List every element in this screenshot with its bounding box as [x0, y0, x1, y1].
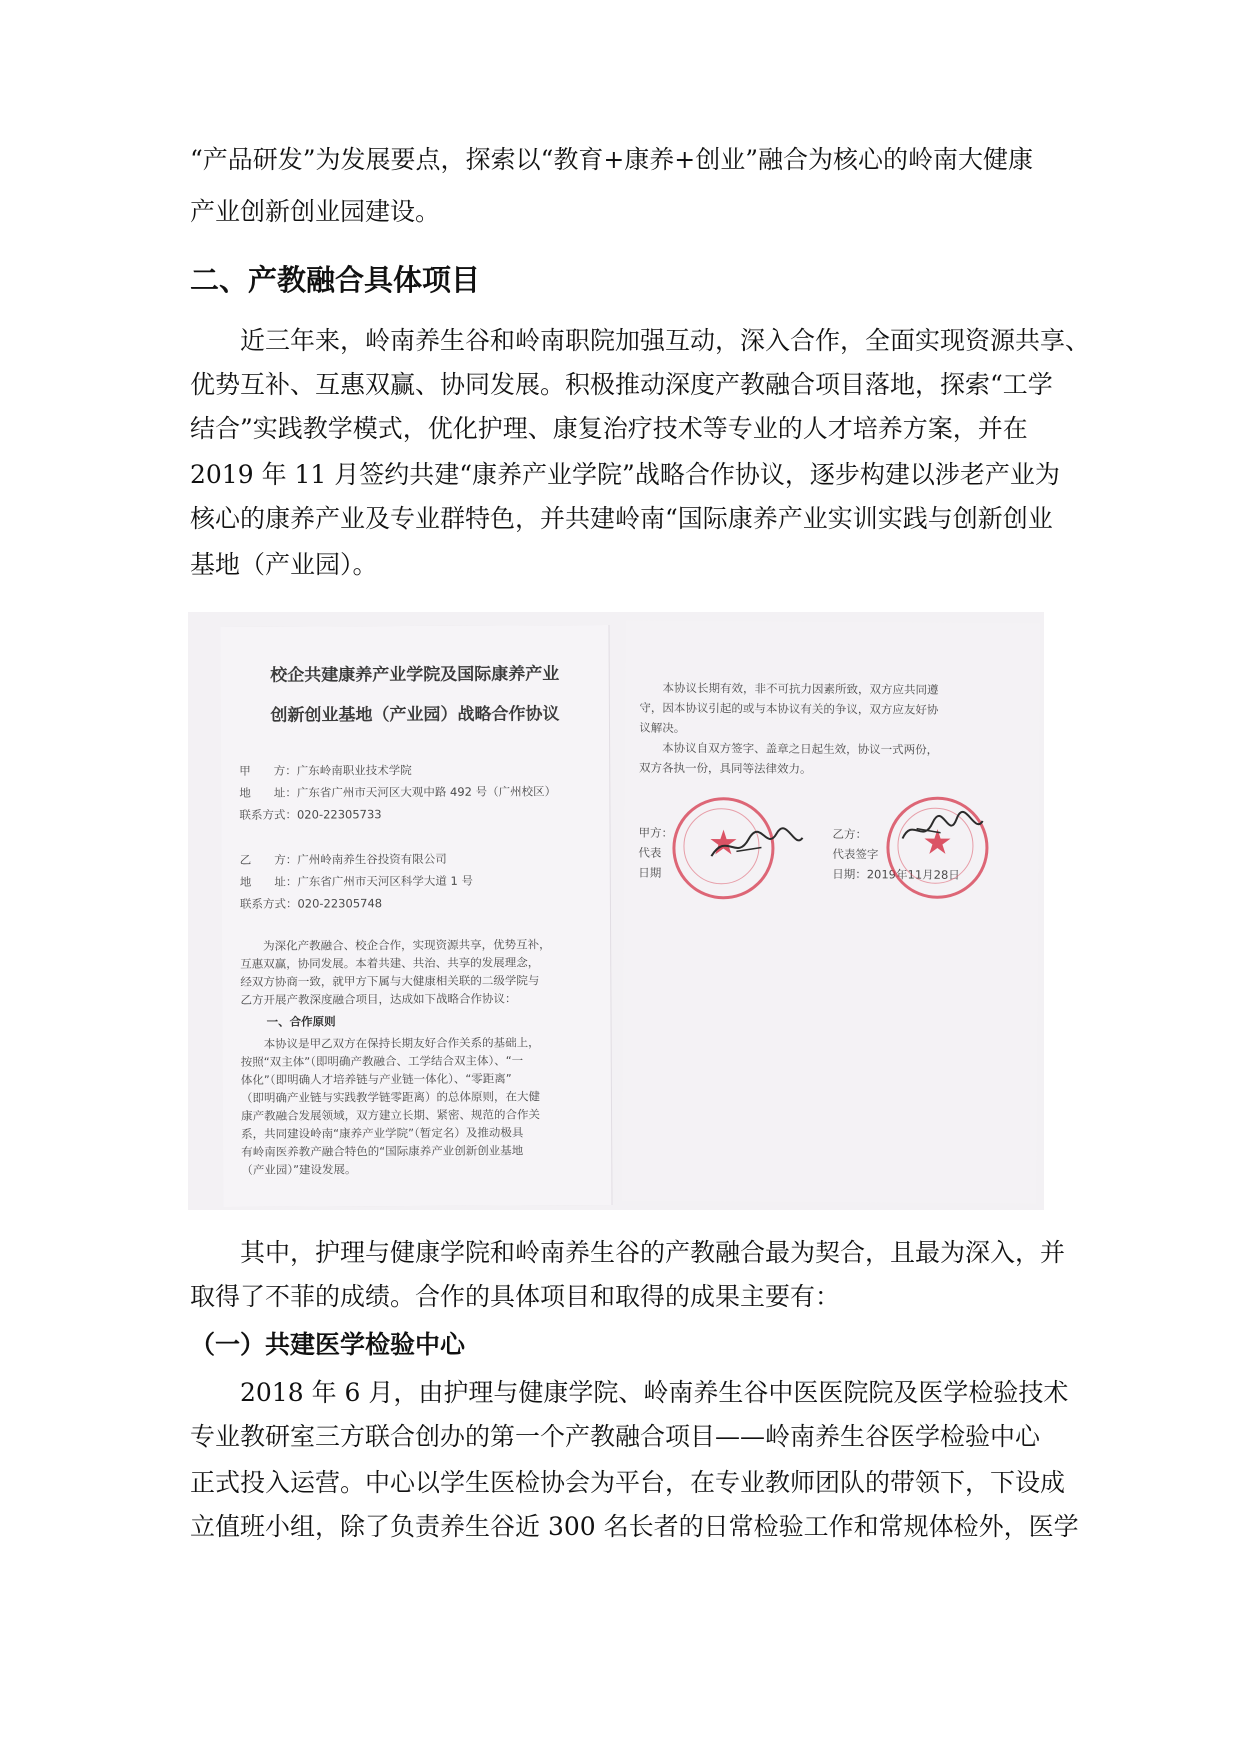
intro-line: 为深化产教融合、校企合作，实现资源共享，优势互补， — [240, 937, 551, 953]
paragraph-line: 2019 年 11 月签约共建“康养产业学院”战略合作协议，逐步构建以涉老产业为 — [190, 460, 1060, 489]
agreement-photo — [188, 612, 1044, 1210]
paragraph-line: 专业教研室三方联合创办的第一个产教融合项目——岭南养生谷医学检验中心 — [190, 1422, 1041, 1451]
sign-a-rep: 代表 — [638, 845, 662, 860]
seal-star-icon: ★ — [922, 822, 953, 863]
intro-line: 乙方开展产教深度融合项目，达成如下战略合作协议： — [240, 991, 517, 1007]
paragraph-line: 产业创新创业园建设。 — [190, 197, 441, 226]
section-heading: 二、产教融合具体项目 — [190, 263, 481, 297]
agreement-title-line2: 创新创业基地（产业园）战略合作协议 — [270, 704, 560, 726]
seal-star-icon: ★ — [708, 823, 739, 864]
sign-b-rep: 代表签字 — [832, 847, 879, 862]
terms-line: 议解决。 — [639, 720, 686, 735]
agreement-right-page — [622, 621, 1040, 1204]
sign-a-date: 日期 — [638, 865, 662, 880]
paragraph-line: 取得了不菲的成绩。合作的具体项目和取得的成果主要有： — [190, 1282, 841, 1311]
intro-line: 互惠双赢，协同发展。本着共建、共治、共享的发展理念， — [240, 955, 540, 971]
paragraph-line: 其中，护理与健康学院和岭南养生谷的产教融合最为契合，且最为深入，并 — [240, 1238, 1066, 1267]
signature-a — [706, 821, 806, 872]
paragraph-line: 基地（产业园）。 — [190, 550, 378, 579]
principle-line: 康产教融合发展领域，双方建立长期、紧密、规范的合作关 — [241, 1107, 541, 1123]
signature-b — [896, 808, 986, 859]
section-title: 一、合作原则 — [266, 1014, 336, 1029]
principle-line: 体化”（即明确人才培养链与产业链一体化）、“零距离” — [240, 1071, 512, 1087]
paragraph-line: 立值班小组，除了负责养生谷近 300 名长者的日常检验工作和常规体检外，医学 — [190, 1512, 1079, 1541]
party-a-phone: 联系方式：020-22305733 — [239, 807, 382, 822]
principle-line: 本协议是甲乙双方在保持长期友好合作关系的基础上， — [240, 1035, 540, 1051]
principle-line: 系，共同建设岭南“康养产业学院”（暂定名）及推动极具 — [241, 1125, 524, 1141]
paragraph-line: “产品研发”为发展要点，探索以“教育+康养+创业”融合为核心的岭南大健康 — [190, 145, 1034, 174]
party-a-name: 甲 方：广东岭南职业技术学院 — [239, 763, 412, 778]
paragraph-line: 2018 年 6 月，由护理与健康学院、岭南养生谷中医医院院及医学检验技术 — [240, 1378, 1069, 1407]
agreement-left-page — [220, 625, 611, 1207]
sign-b-label: 乙方： — [832, 827, 868, 842]
paragraph-line: 结合”实践教学模式，优化护理、康复治疗技术等专业的人才培养方案，并在 — [190, 414, 1028, 443]
sign-a-label: 甲方： — [638, 825, 674, 840]
party-a-address: 地 址：广东省广州市天河区大观中路 492 号（广州校区） — [239, 784, 557, 800]
paragraph-line: 优势互补、互惠双赢、协同发展。积极推动深度产教融合项目落地，探索“工学 — [190, 370, 1053, 399]
principle-line: （即明确产业链与实践教学链零距离）的总体原则，在大健 — [240, 1089, 540, 1105]
sign-b-date: 日期：2019年11月28日 — [832, 867, 960, 882]
paragraph-line: 核心的康养产业及专业群特色，并共建岭南“国际康养产业实训实践与创新创业 — [190, 504, 1053, 533]
terms-line: 双方各执一份，具同等法律效力。 — [638, 760, 812, 776]
party-b-name: 乙 方：广州岭南养生谷投资有限公司 — [239, 851, 447, 867]
terms-line: 本协议长期有效，非不可抗力因素所致，双方应共同遵 — [639, 680, 939, 697]
principle-line: （产业园）”建设发展。 — [241, 1162, 357, 1177]
principle-line: 按照“双主体”（即明确产教融合、工学结合双主体）、“一 — [240, 1053, 524, 1069]
agreement-title-line1: 校企共建康养产业学院及国际康养产业 — [270, 664, 560, 686]
paragraph-line: 近三年来，岭南养生谷和岭南职院加强互动，深入合作，全面实现资源共享、 — [240, 326, 1091, 355]
terms-line: 本协议自双方签字、盖章之日起生效，协议一式两份， — [639, 740, 939, 757]
principle-line: 有岭南医养教产融合特色的“国际康养产业创新创业基地 — [241, 1143, 524, 1159]
party-b-phone: 联系方式：020-22305748 — [239, 896, 383, 911]
party-b-address: 地 址：广东省广州市天河区科学大道 1 号 — [239, 873, 473, 889]
terms-line: 守，因本协议引起的或与本协议有关的争议，双方应友好协 — [639, 700, 939, 717]
subsection-heading: （一）共建医学检验中心 — [190, 1330, 466, 1359]
intro-line: 经双方协商一致，就甲方下属与大健康相关联的二级学院与 — [240, 973, 540, 989]
paragraph-line: 正式投入运营。中心以学生医检协会为平台，在专业教师团队的带领下，下设成 — [190, 1468, 1066, 1497]
